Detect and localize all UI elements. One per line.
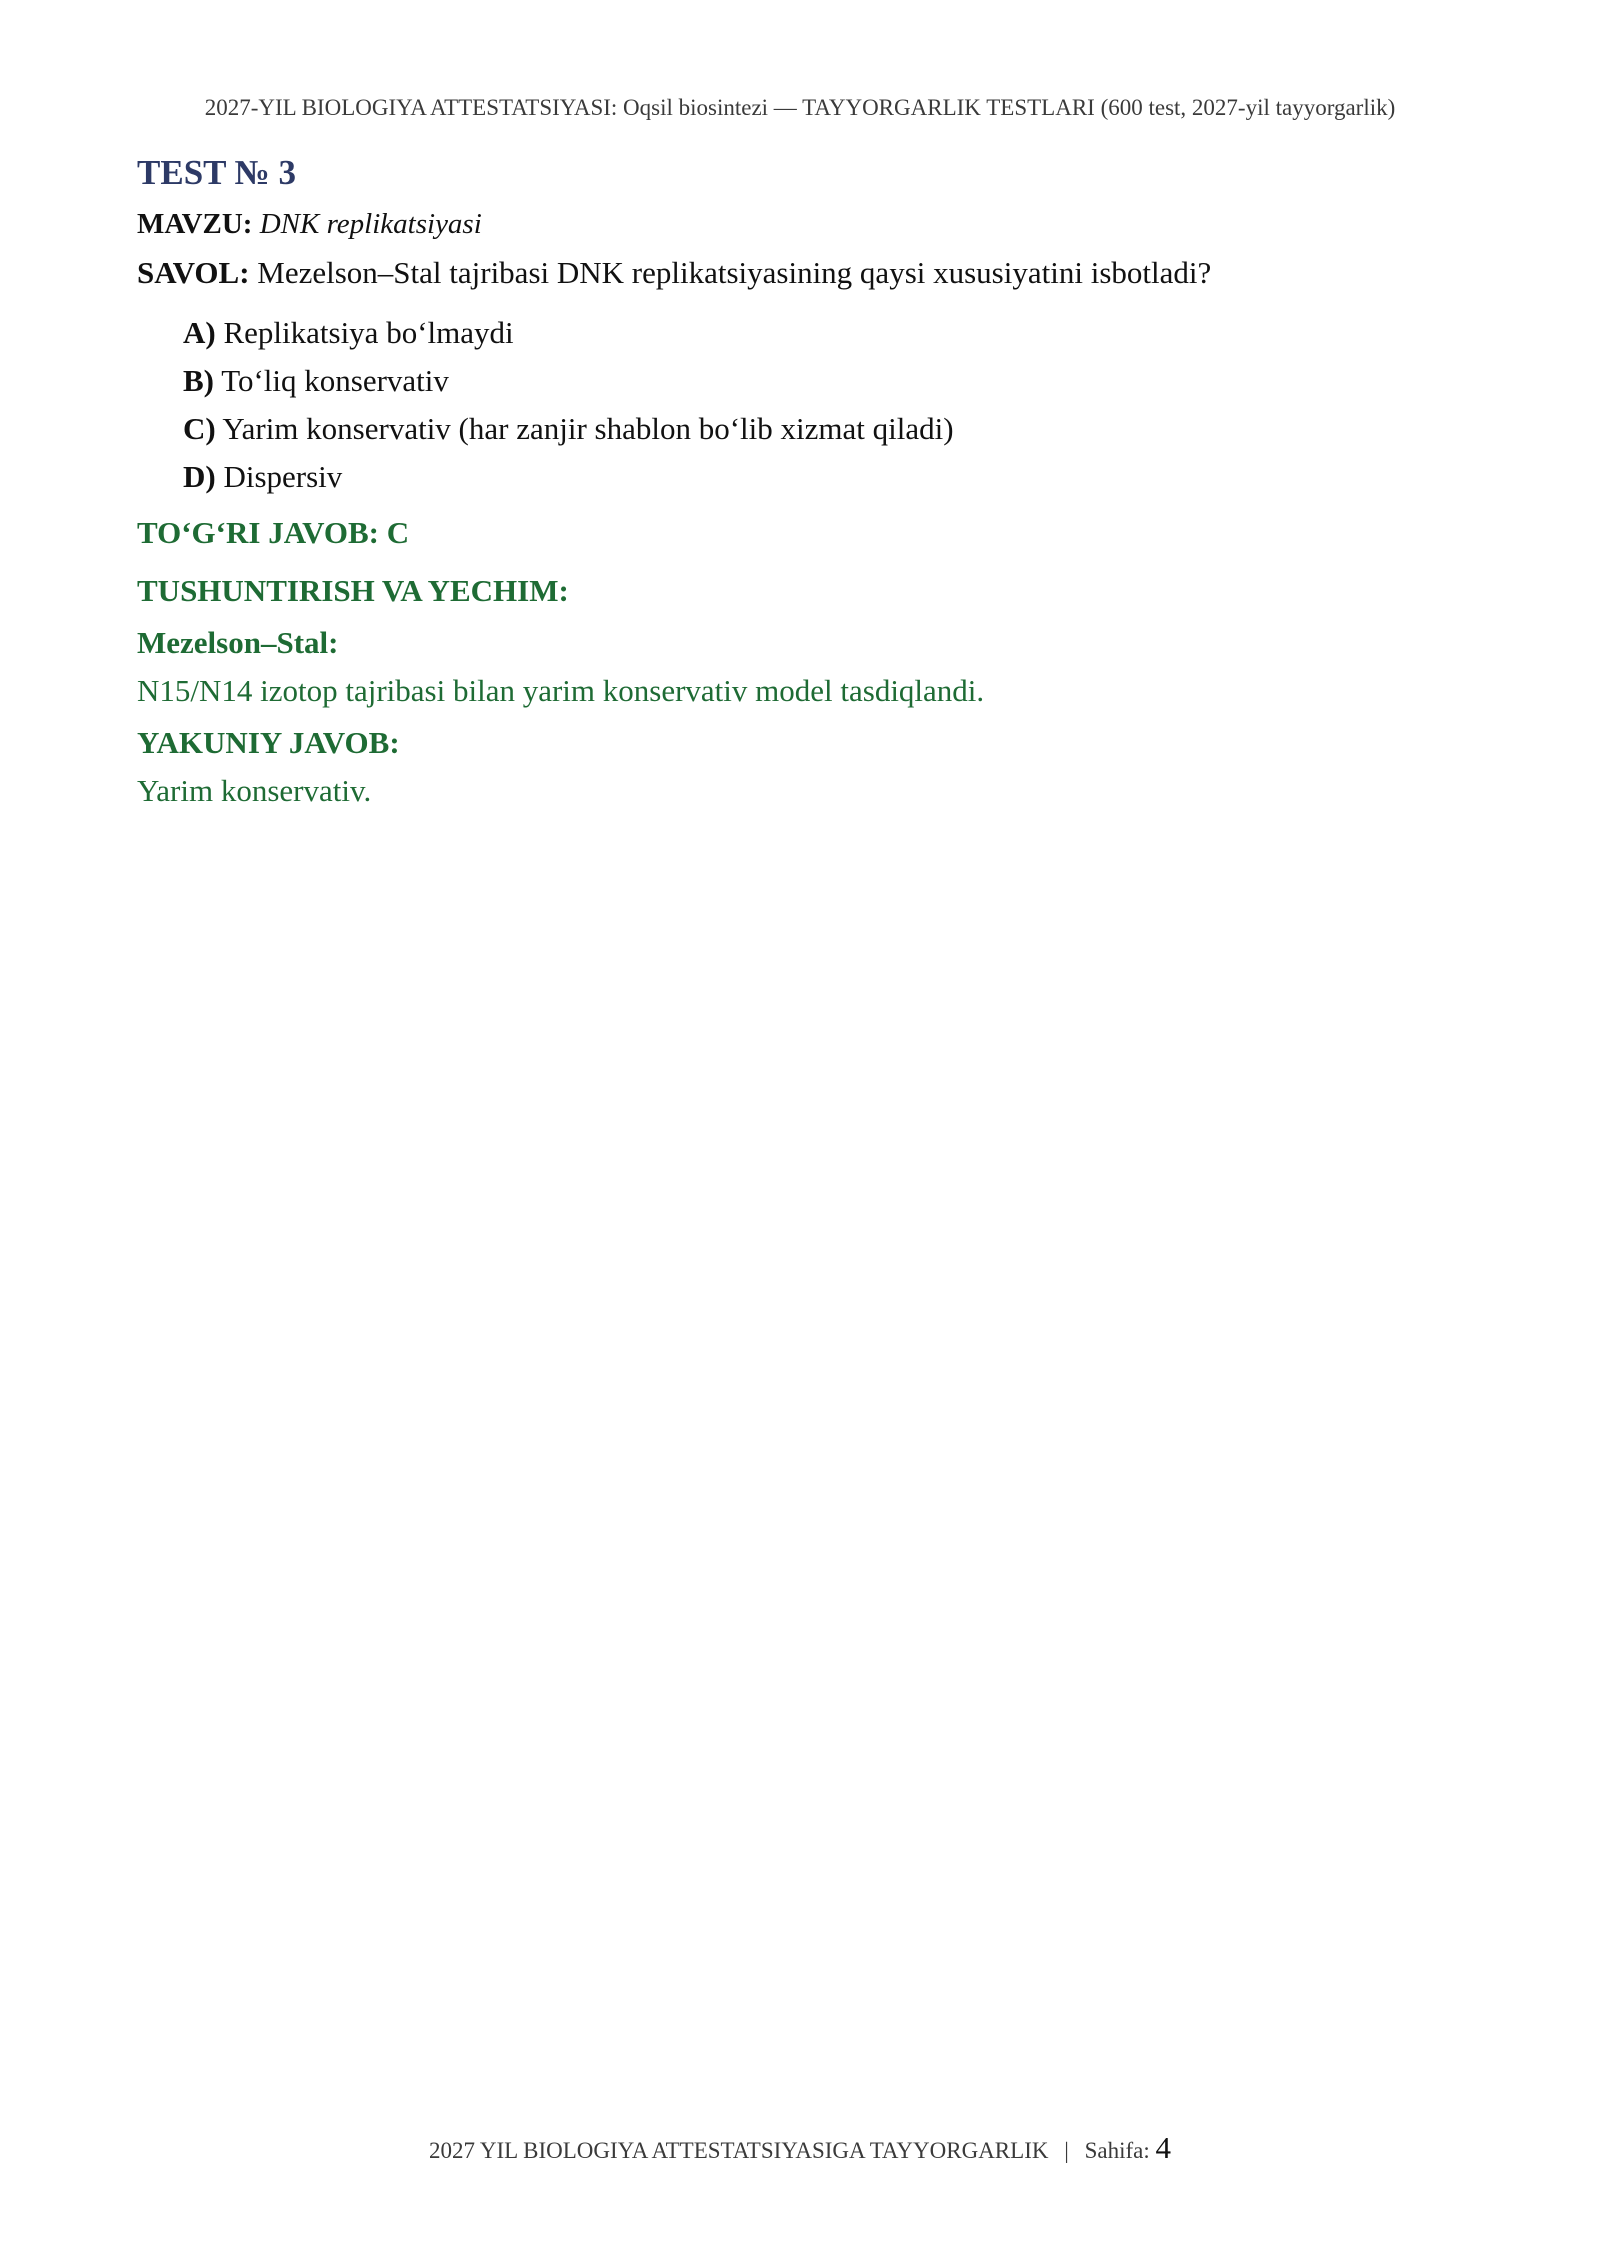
footer-separator: | [1064,2138,1069,2163]
option-letter: D) [183,459,216,494]
option-letter: B) [183,363,214,398]
option-d [183,453,1467,501]
page-label: Sahifa: [1084,2138,1150,2163]
option-text: Replikatsiya bo‘lmaydi [223,315,514,350]
question-text: Mezelson–Stal tajribasi DNK replikatsiyasining qaysi xususiyatini isbotladi? [257,255,1212,290]
option-a [183,309,1467,357]
option-text: Dispersiv [223,459,343,494]
explanation-heading: TUSHUNTIRISH VA YECHIM: [137,573,569,608]
explanation-text: N15/N14 izotop tajribasi bilan yarim konservativ model tasdiqlandi. [137,673,985,708]
answer-options [183,309,1467,501]
final-answer-heading: YAKUNIY JAVOB: [137,725,400,760]
topic-label: MAVZU: [137,208,253,240]
explanation-subheading: Mezelson–Stal: [137,625,339,660]
page-number: 4 [1155,2130,1171,2165]
test-content [137,150,1467,813]
running-footer [0,2130,1600,2166]
option-letter: C) [183,411,216,446]
question-label: SAVOL: [137,255,250,290]
option-text: To‘liq konservativ [221,363,449,398]
topic-line [137,204,1467,244]
question-line [137,251,1467,295]
test-title: TEST № 3 [137,153,297,192]
option-c [183,405,1467,453]
option-letter: A) [183,315,216,350]
option-b [183,357,1467,405]
footer-title: 2027 YIL BIOLOGIYA ATTESTATSIYASIGA TAYYORGARLIK [429,2138,1049,2163]
correct-answer: TO‘G‘RI JAVOB: C [137,515,410,550]
final-answer-text: Yarim konservativ. [137,773,372,808]
option-text: Yarim konservativ (har zanjir shablon bo‘lib xizmat qiladi) [222,411,954,446]
topic-value: DNK replikatsiyasi [259,208,482,240]
running-header: 2027-YIL BIOLOGIYA ATTESTATSIYASI: Oqsil biosintezi — TAYYORGARLIK TESTLARI (600 test, 2027-yil tayyorgarlik) [204,95,1396,120]
